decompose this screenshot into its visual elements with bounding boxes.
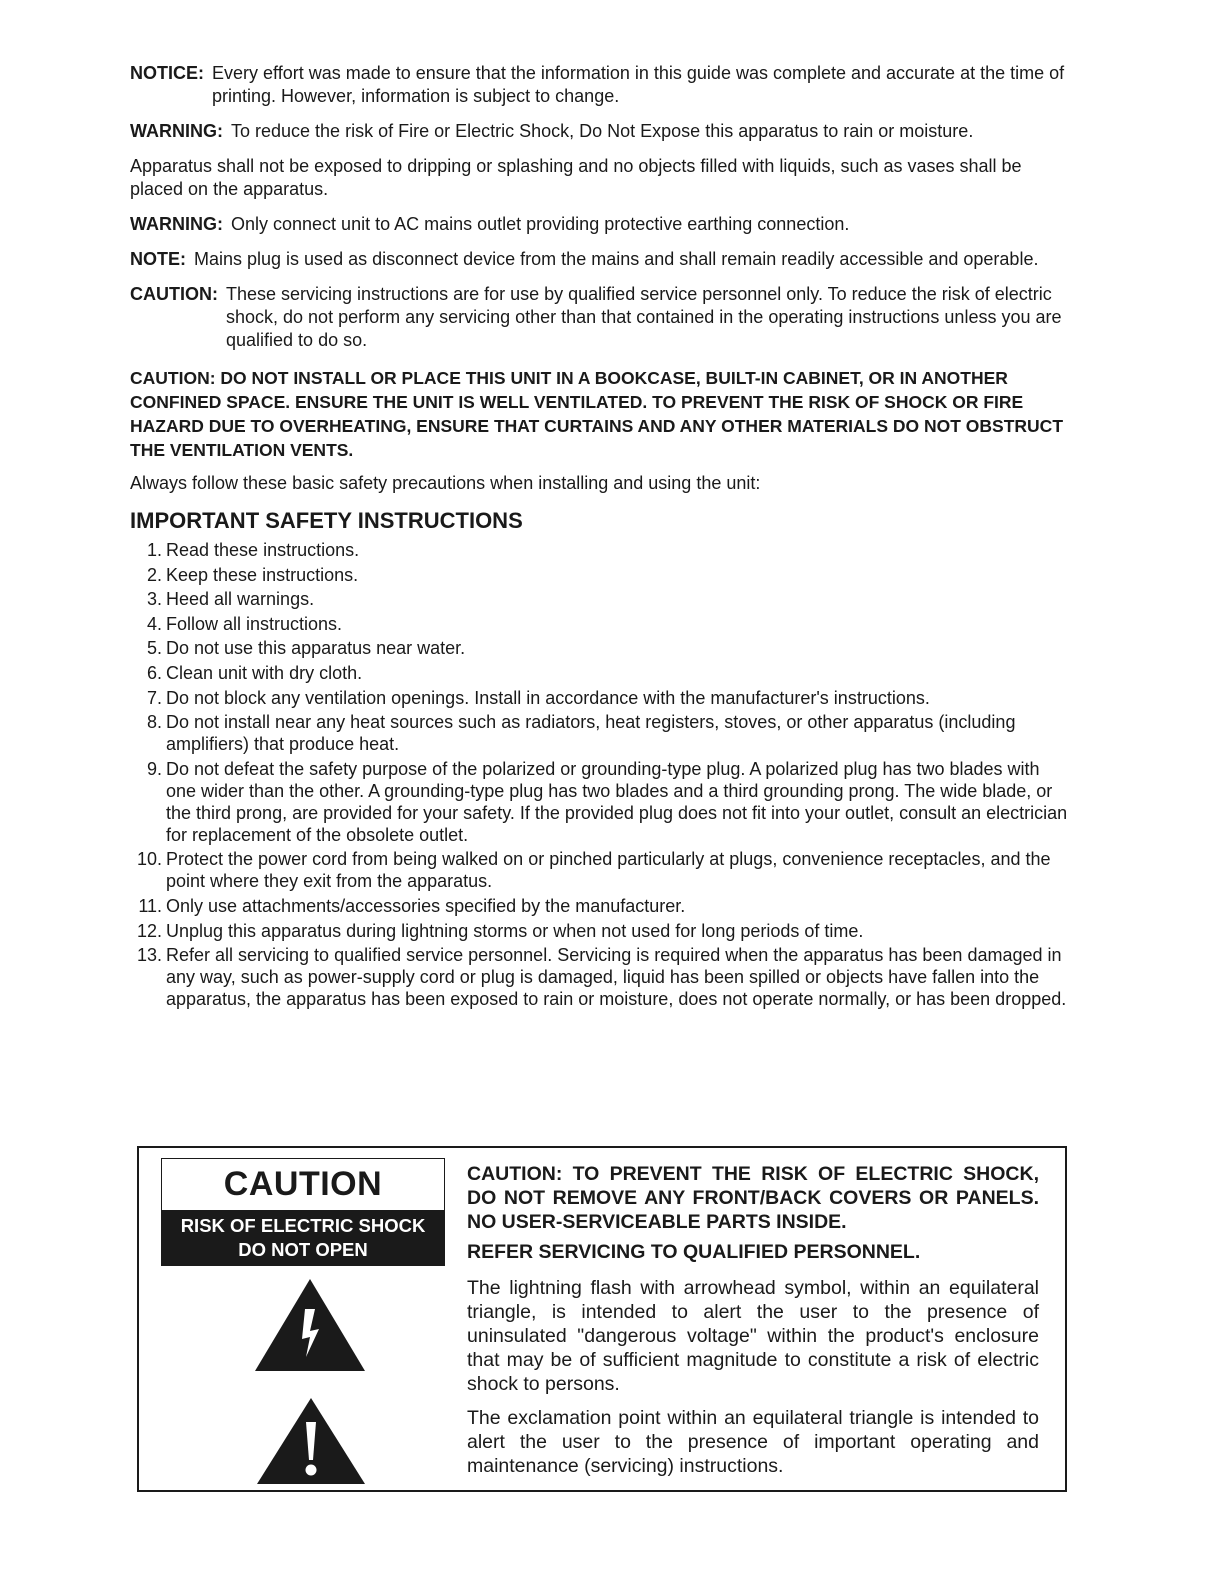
warning-text: To reduce the risk of Fire or Electric Shock, Do Not Expose this apparatus to rain or moisture. bbox=[231, 121, 974, 141]
list-text: Keep these instructions. bbox=[166, 564, 359, 585]
warning-label: WARNING: bbox=[130, 121, 223, 141]
list-number: 1. bbox=[146, 540, 162, 560]
warning-text: Only connect unit to AC mains outlet providing protective earthing connection. bbox=[231, 214, 850, 234]
caution-label: CAUTION: bbox=[130, 284, 218, 304]
warning-moisture-paragraph bbox=[130, 120, 1070, 143]
list-item bbox=[130, 848, 1070, 892]
safety-heading: IMPORTANT SAFETY INSTRUCTIONS bbox=[130, 508, 523, 533]
notice-text: Every effort was made to ensure that the information in this guide was complete and accurate at the time of printing. However, information is subject to change. bbox=[212, 63, 1065, 106]
list-item bbox=[130, 711, 1070, 755]
caps-caution-paragraph: CAUTION: DO NOT INSTALL OR PLACE THIS UNIT IN A BOOKCASE, BUILT-IN CABINET, OR IN ANOTHER CONFINED SPACE. ENSURE THE UNIT IS WELL VENTILATED. TO PREVENT THE RISK OF SHOCK OR FIRE HAZARD DUE TO OVERHEATING, ENSURE THAT CURTAINS AND ANY OTHER MATERIALS DO NOT OBSTRUCT THE VENTILATION VENTS. bbox=[130, 368, 1064, 460]
list-number: 7. bbox=[146, 687, 162, 708]
list-text: Protect the power cord from being walked on or pinched particularly at plugs, convenience receptacles, and the point where they exit from the apparatus. bbox=[166, 849, 1051, 892]
list-item bbox=[130, 613, 1070, 635]
list-item bbox=[130, 758, 1070, 846]
list-item bbox=[130, 662, 1070, 684]
list-number: 12. bbox=[136, 920, 162, 941]
warning-earthing-paragraph bbox=[130, 213, 1070, 236]
caution-text: These servicing instructions are for use by qualified service personnel only. To reduce the risk of electric shock, do not perform any servicing other than that contained in the operating instructions unless you are qualified to do so. bbox=[226, 284, 1062, 350]
lightning-triangle-icon bbox=[255, 1279, 365, 1371]
list-text: Clean unit with dry cloth. bbox=[166, 662, 363, 683]
list-number: 6. bbox=[146, 662, 162, 683]
list-item bbox=[130, 588, 1070, 610]
caution-caps-text: CAUTION: TO PREVENT THE RISK OF ELECTRIC SHOCK, DO NOT REMOVE ANY FRONT/BACK COVERS OR PANELS. NO USER-SERVICEABLE PARTS INSIDE. bbox=[467, 1163, 1039, 1233]
list-number: 5. bbox=[146, 638, 162, 659]
list-number: 2. bbox=[146, 564, 162, 585]
list-item bbox=[130, 895, 1070, 917]
list-item bbox=[130, 564, 1070, 586]
caution-label-title: CAUTION bbox=[223, 1165, 383, 1203]
list-item bbox=[130, 637, 1070, 659]
list-item bbox=[130, 687, 1070, 709]
page-content bbox=[130, 62, 1070, 1013]
list-number: 9. bbox=[146, 758, 162, 779]
list-text: Do not install near any heat sources such as radiators, heat registers, stoves, or other apparatus (including amplifiers) that produce heat. bbox=[166, 712, 1016, 755]
list-text: Unplug this apparatus during lightning storms or when not used for long periods of time. bbox=[166, 920, 864, 941]
note-paragraph bbox=[130, 248, 1070, 271]
list-number: 4. bbox=[146, 613, 162, 634]
list-number: 10. bbox=[136, 849, 162, 870]
caution-label-panel bbox=[161, 1158, 445, 1266]
lightning-description: The lightning flash with arrowhead symbol, within an equilateral triangle, is intended to alert the user to the presence of uninsulated "dangerous voltage" within the product's enclosure that may be of sufficient magnitude to constitute a risk of electric shock to persons. bbox=[467, 1277, 1039, 1395]
list-item bbox=[130, 944, 1070, 1010]
list-number: 3. bbox=[146, 589, 162, 610]
notice-label: NOTICE: bbox=[130, 63, 204, 83]
always-paragraph: Always follow these basic safety precautions when installing and using the unit: bbox=[130, 473, 761, 493]
caution-label-line1: RISK OF ELECTRIC SHOCK bbox=[180, 1215, 426, 1236]
note-label: NOTE: bbox=[130, 249, 186, 269]
list-item bbox=[130, 920, 1070, 942]
caution-label-band bbox=[162, 1210, 444, 1265]
caution-label-line2: DO NOT OPEN bbox=[238, 1239, 368, 1260]
list-text: Follow all instructions. bbox=[166, 613, 343, 634]
list-item bbox=[130, 539, 1070, 561]
list-text: Do not use this apparatus near water. bbox=[166, 638, 466, 659]
caution-servicing-paragraph bbox=[130, 283, 1070, 352]
exclamation-triangle-icon bbox=[257, 1398, 365, 1484]
list-text: Do not block any ventilation openings. Install in accordance with the manufacturer's instructions. bbox=[166, 687, 930, 708]
note-text: Mains plug is used as disconnect device from the mains and shall remain readily accessible and operable. bbox=[194, 249, 1039, 269]
caution-caps-text-2: REFER SERVICING TO QUALIFIED PERSONNEL. bbox=[467, 1241, 921, 1263]
warning-label: WARNING: bbox=[130, 214, 223, 234]
list-number: 13. bbox=[136, 945, 162, 966]
instructions-list bbox=[130, 539, 1070, 1010]
list-text: Do not defeat the safety purpose of the polarized or grounding-type plug. A polarized plug has two blades with one wider than the other. A grounding-type plug has two blades and a third grounding prong. The wide blade, or the third prong, are provided for your safety. If the provided plug does not fit into your outlet, consult an electrician for replacement of the obsolete outlet. bbox=[166, 758, 1068, 845]
notice-paragraph bbox=[130, 62, 1070, 108]
list-text: Only use attachments/accessories specified by the manufacturer. bbox=[166, 895, 686, 916]
list-number: 8. bbox=[146, 712, 162, 733]
list-text: Heed all warnings. bbox=[166, 589, 315, 610]
list-number: 11. bbox=[138, 895, 162, 916]
exclamation-description: The exclamation point within an equilateral triangle is intended to alert the user to the presence of important operating and maintenance (servicing) instructions. bbox=[467, 1407, 1039, 1477]
caution-box bbox=[137, 1146, 1067, 1492]
apparatus-paragraph: Apparatus shall not be exposed to dripping or splashing and no objects filled with liquids, such as vases shall be placed on the apparatus. bbox=[130, 156, 1022, 199]
caution-description bbox=[467, 1162, 1039, 1488]
list-text: Refer all servicing to qualified service personnel. Servicing is required when the apparatus has been damaged in any way, such as power-supply cord or plug is damaged, liquid has been spilled or objects have fallen into the apparatus, the apparatus has been exposed to rain or moisture, does not operate normally, or has been dropped. bbox=[166, 945, 1067, 1010]
list-text: Read these instructions. bbox=[166, 540, 360, 560]
